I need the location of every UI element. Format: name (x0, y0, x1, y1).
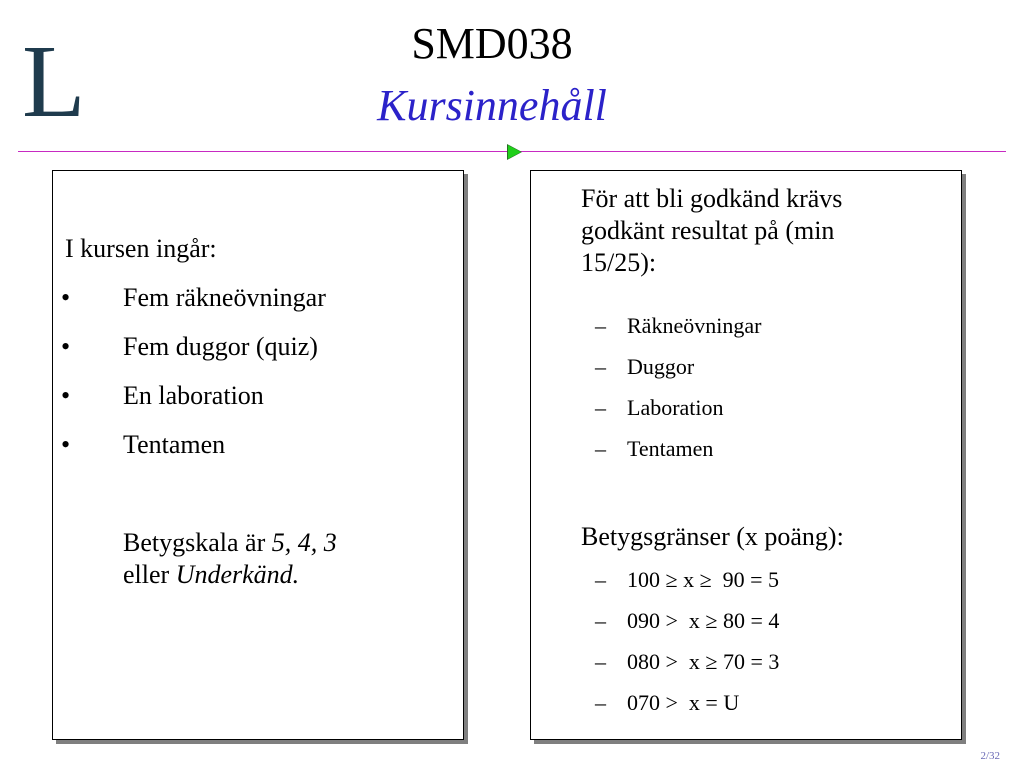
slide-title: SMD038 (411, 19, 573, 68)
grade-scale-or: eller (123, 560, 176, 589)
pass-requirements-box (530, 170, 962, 740)
dash-icon: – (595, 313, 606, 338)
bullet-icon: • (61, 381, 71, 410)
list-item-label: Fem duggor (quiz) (123, 332, 318, 361)
grade-limits-heading: Betygsgränser (x poäng): (581, 522, 844, 551)
dash-icon: – (595, 436, 606, 461)
list-item-label: Räkneövningar (627, 313, 762, 338)
requirement-line: För att bli godkänd krävs (581, 184, 843, 213)
dash-icon: – (595, 354, 606, 379)
grade-limit-label: 090 > x ≥ 80 = 4 (627, 608, 780, 633)
page-number: 2/32 (980, 750, 1000, 762)
requirement-line: godkänt resultat på (min (581, 216, 835, 245)
bullet-icon: • (61, 430, 71, 459)
dash-icon: – (595, 690, 606, 715)
grade-limit-label: 070 > x = U (627, 690, 740, 715)
course-contents-box (52, 170, 464, 740)
university-logo: L (22, 24, 84, 139)
dash-icon: – (595, 608, 606, 633)
requirement-line: 15/25): (581, 248, 657, 277)
grade-scale-fail: Underkänd. (175, 560, 300, 589)
list-item-label: Tentamen (123, 430, 226, 459)
list-item-label: Duggor (627, 354, 695, 379)
dash-icon: – (595, 567, 606, 592)
next-arrow-icon[interactable] (508, 145, 521, 159)
grade-limit-label: 100 ≥ x ≥ 90 = 5 (627, 567, 780, 592)
list-item-label: Fem räkneövningar (123, 283, 326, 312)
grade-scale-prefix: Betygskala är (123, 528, 272, 557)
slide-subtitle: Kursinnehåll (377, 81, 607, 130)
list-item-label: Tentamen (627, 436, 714, 461)
dash-icon: – (595, 395, 606, 420)
grade-scale-values: 5, 4, 3 (271, 528, 337, 557)
bullet-icon: • (61, 283, 71, 312)
grade-limit-label: 080 > x ≥ 70 = 3 (627, 649, 780, 674)
list-item-label: En laboration (123, 381, 264, 410)
bullet-icon: • (61, 332, 71, 361)
dash-icon: – (595, 649, 606, 674)
contents-intro: I kursen ingår: (65, 234, 217, 263)
requirement-intro (581, 183, 951, 279)
list-item-label: Laboration (627, 395, 724, 420)
grade-scale-text (123, 527, 453, 591)
